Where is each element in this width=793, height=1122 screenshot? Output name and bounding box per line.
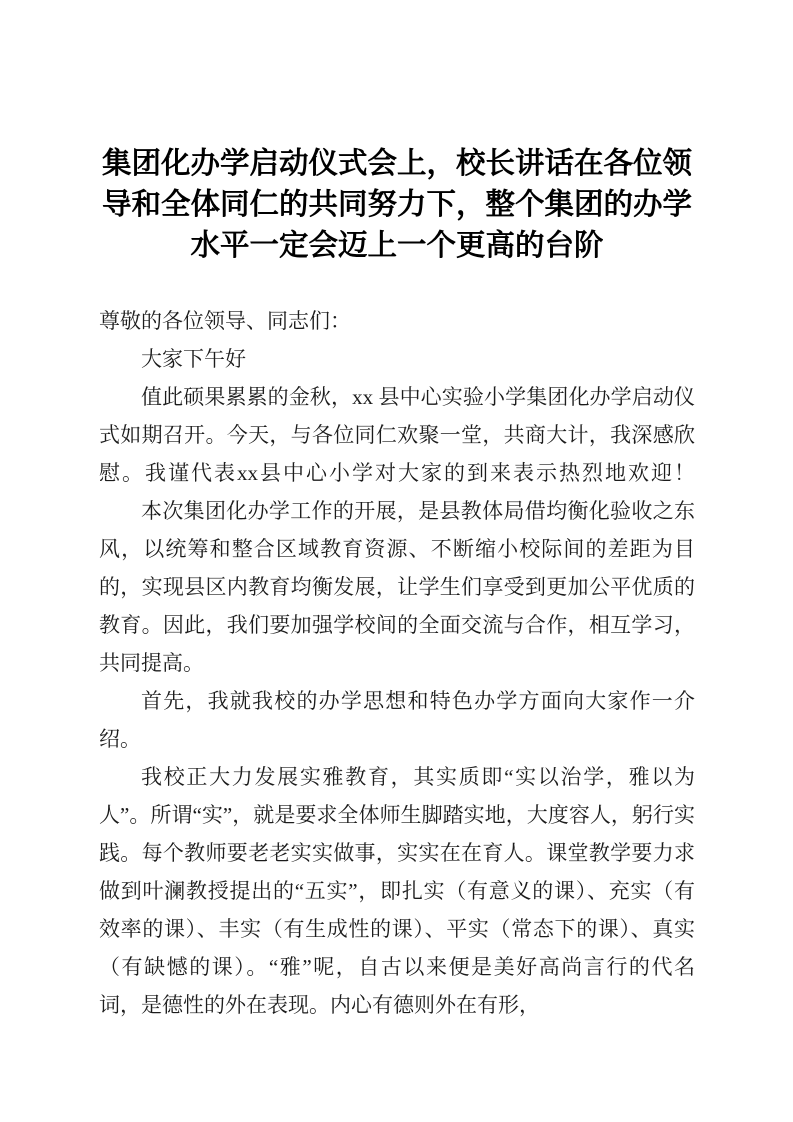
page-title: [99, 143, 695, 266]
paragraph-opening: 值此硕果累累的金秋，xx 县中心实验小学集团化办学启动仪式如期召开。今天，与各位同仁欢聚一堂，共商大计，我深感欣慰。我谨代表xx县中心小学对大家的到来表示热烈地欢迎！: [99, 385, 695, 485]
paragraph-background: 本次集团化办学工作的开展，是县教体局借均衡化验收之东风，以统筹和整合区域教育资源、不断缩小校际间的差距为目的，实现县区内教育均衡发展，让学生们享受到更加公平优质的教育。因此，我们要加强学校间的全面交流与合作，相互学习，共同提高。: [99, 499, 695, 675]
paragraph-salutation: 尊敬的各位领导、同志们：: [99, 309, 351, 333]
title-line-2: 导和全体同仁的共同努力下，整个集团的办学: [101, 188, 692, 221]
title-line-3: 水平一定会迈上一个更高的台阶: [190, 229, 604, 262]
paragraph-greeting: 大家下午好: [141, 347, 246, 371]
document-content: [99, 143, 695, 1024]
document-body: [99, 302, 695, 1024]
paragraph-shiya-education: 我校正大力发展实雅教育，其实质即“实以治学，雅以为人”。所谓“实”，就是要求全体师生脚踏实地，大度容人，躬行实践。每个教师要老老实实做事，实实在在育人。课堂教学要力求做到叶澜教授提出的“五实”，即扎实（有意义的课）、充实（有效率的课）、丰实（有生成性的课）、平实（常态下的课）、真实（有缺憾的课）。“雅”呢，自古以来便是美好高尚言行的代名词，是德性的外在表现。内心有德则外在有形，: [99, 765, 695, 1017]
paragraph-intro-section: 首先，我就我校的办学思想和特色办学方面向大家作一介绍。: [99, 689, 695, 751]
title-line-1: 集团化办学启动仪式会上，校长讲话在各位领: [101, 147, 692, 180]
